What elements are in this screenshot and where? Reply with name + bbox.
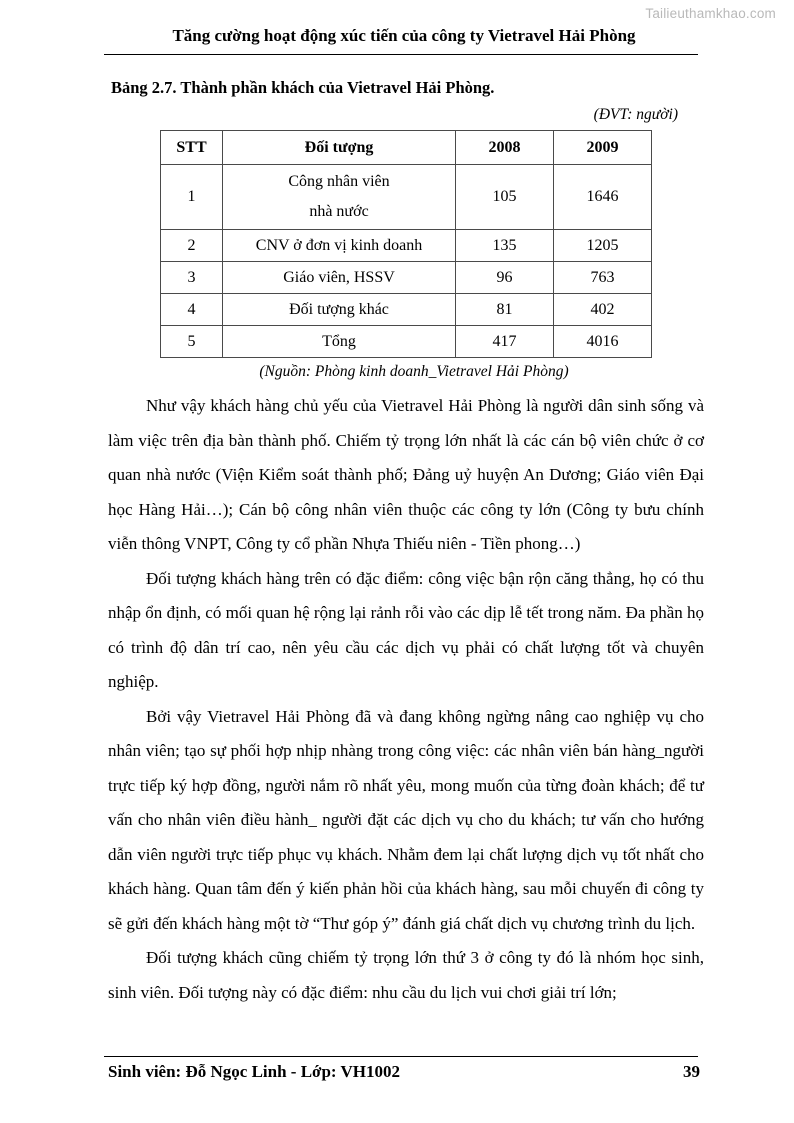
table-caption: Bảng 2.7. Thành phần khách của Vietravel Hải Phòng.: [111, 78, 495, 97]
table-header-row: [161, 131, 652, 165]
cell-2008: 96: [456, 262, 554, 294]
paragraph-4: Đối tượng khách cũng chiếm tỷ trọng lớn thứ 3 ở công ty đó là nhóm học sinh, sinh viên. Đối tượng này có đặc điểm: nhu cầu du lịch vui chơi giải trí lớn;: [108, 948, 704, 1002]
cell-stt: 5: [161, 326, 223, 358]
cell-object: Đối tượng khác: [223, 294, 456, 326]
table-row: [161, 326, 652, 358]
page-footer: [108, 1062, 700, 1082]
column-header-2008: 2008: [456, 131, 554, 165]
cell-stt: 1: [161, 165, 223, 230]
cell-object-line2: nhà nước: [309, 203, 369, 220]
table-unit-note: (ĐVT: người): [593, 106, 678, 123]
footer-page-number: 39: [683, 1062, 700, 1081]
cell-stt: 2: [161, 230, 223, 262]
column-header-stt: STT: [161, 131, 223, 165]
page-content: [108, 78, 704, 1010]
table-source-note: (Nguồn: Phòng kinh doanh_Vietravel Hải Phòng): [259, 363, 569, 380]
cell-object: [223, 165, 456, 230]
cell-2009: 402: [554, 294, 652, 326]
column-header-2009: 2009: [554, 131, 652, 165]
paragraph-1: Như vậy khách hàng chủ yếu của Vietravel Hải Phòng là người dân sinh sống và làm việc trên địa bàn thành phố. Chiếm tỷ trọng lớn nhất là các cán bộ viên chức ở cơ quan nhà nước (Viện Kiểm soát thành phố; Đảng uỷ huyện An Dương; Giáo viên Đại học Hàng Hải…); Cán bộ công nhân viên thuộc các công ty lớn (Công ty bưu chính viễn thông VNPT, Công ty cổ phần Nhựa Thiếu niên - Tiền phong…): [108, 396, 704, 553]
table-container: [108, 130, 704, 358]
watermark-text: Tailieuthamkhao.com: [645, 6, 776, 21]
paragraph-3: Bởi vậy Vietravel Hải Phòng đã và đang không ngừng nâng cao nghiệp vụ cho nhân viên; tạo sự phối hợp nhịp nhàng trong công việc: các nhân viên bán hàng_người trực tiếp ký hợp đồng, người nắm rõ nhất yêu, mong muốn của từng đoàn khách; để tư vấn cho nhân viên điều hành_ người đặt các dịch vụ cho du khách; tư vấn cho hướng dẫn viên người trực tiếp phục vụ khách. Nhằm đem lại chất lượng dịch vụ tốt nhất cho khách hàng. Quan tâm đến ý kiến phản hồi của khách hàng, sau mỗi chuyến đi công ty sẽ gửi đến khách hàng một tờ “Thư góp ý” đánh giá chất dịch vụ chương trình du lịch.: [108, 706, 704, 933]
header-divider: [104, 54, 698, 55]
cell-2008: 81: [456, 294, 554, 326]
cell-2009: 1205: [554, 230, 652, 262]
table-row: [161, 230, 652, 262]
cell-2009: 763: [554, 262, 652, 294]
paragraph-2: Đối tượng khách hàng trên có đặc điểm: công việc bận rộn căng thẳng, họ có thu nhập ổn định, có mối quan hệ rộng lại rảnh rỗi vào các dịp lễ tết trong năm. Đa phần họ có trình độ dân trí cao, nên yêu cầu các dịch vụ phải có chất lượng tốt và chuyên nghiệp.: [108, 568, 704, 691]
cell-stt: 4: [161, 294, 223, 326]
body-text: [108, 389, 704, 1010]
running-header-title: Tăng cường hoạt động xúc tiến của công ty Vietravel Hải Phòng: [172, 26, 636, 45]
cell-2009: 1646: [554, 165, 652, 230]
cell-object: CNV ở đơn vị kinh doanh: [223, 230, 456, 262]
column-header-object: Đối tượng: [223, 131, 456, 165]
cell-2008: 105: [456, 165, 554, 230]
table-row: [161, 165, 652, 230]
cell-2008: 417: [456, 326, 554, 358]
footer-student-line: Sinh viên: Đỗ Ngọc Linh - Lớp: VH1002: [108, 1062, 401, 1081]
guest-composition-table: [160, 130, 652, 358]
table-row: [161, 294, 652, 326]
cell-stt: 3: [161, 262, 223, 294]
cell-object-line1: Công nhân viên: [288, 173, 390, 191]
footer-divider: [104, 1056, 698, 1057]
cell-object: Giáo viên, HSSV: [223, 262, 456, 294]
table-row: [161, 262, 652, 294]
cell-object: Tổng: [223, 326, 456, 358]
cell-2008: 135: [456, 230, 554, 262]
cell-2009: 4016: [554, 326, 652, 358]
